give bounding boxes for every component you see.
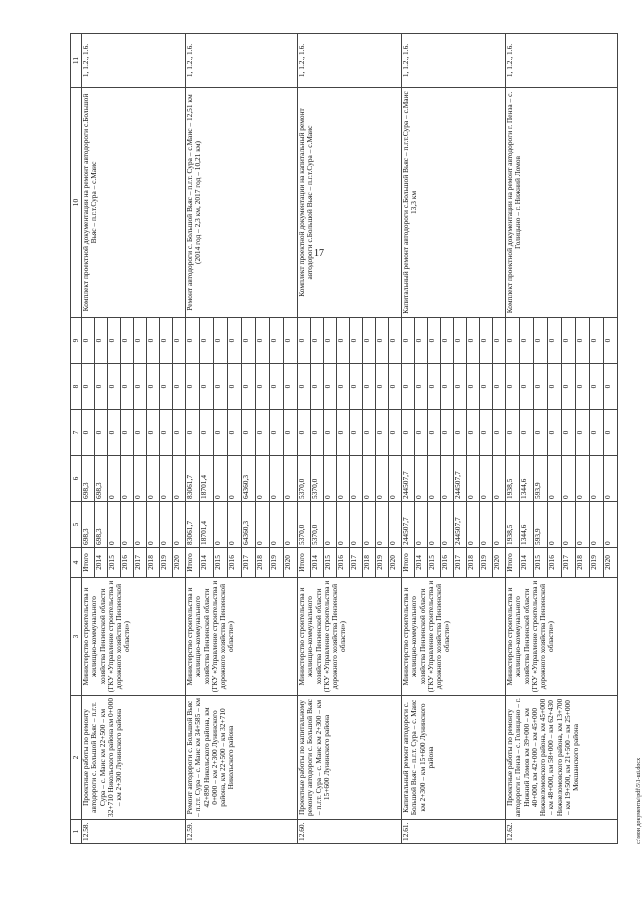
value-cell-9: 0 — [350, 318, 363, 364]
value-cell-total: 0 — [604, 502, 618, 548]
table-row — [186, 34, 200, 844]
value-cell-regional: 698,3 — [95, 456, 108, 502]
value-cell-total: 0 — [562, 502, 576, 548]
value-cell-total: 244507,7 — [402, 502, 415, 548]
value-cell-8: 0 — [242, 364, 256, 410]
header-cell: 9 — [71, 318, 82, 364]
value-cell-7: 0 — [311, 410, 324, 456]
table-row — [82, 34, 95, 844]
value-cell-7: 0 — [214, 410, 228, 456]
value-cell-total: 0 — [108, 502, 121, 548]
value-cell-regional: 5370,0 — [311, 456, 324, 502]
year-cell: Итого — [506, 548, 520, 578]
value-cell-7: 0 — [82, 410, 95, 456]
value-cell-9: 0 — [147, 318, 160, 364]
header-cell: 11 — [71, 34, 82, 88]
program-measures-table — [70, 33, 618, 844]
value-cell-regional: 0 — [160, 456, 173, 502]
column-number-row — [71, 34, 82, 844]
value-cell-7: 0 — [147, 410, 160, 456]
year-cell: 2014 — [415, 548, 428, 578]
value-cell-9: 0 — [467, 318, 480, 364]
value-cell-8: 0 — [590, 364, 604, 410]
year-cell: 2015 — [428, 548, 441, 578]
value-cell-total: 0 — [173, 502, 186, 548]
measure-name: Проектные работы по ремонту автодороги г. Пензa – с. Голицыно – г. Нижний Ломов км 39+000 – км 40+000, км 42+000 – км 45+000 Нижнеломовского района, км 45+000 – км 48+000, км 58+000 – км 62+430 Нижнеломовского района, км 13+700 – км 19+500, км 21+500 – км 25+000 Мокшанского района — [506, 696, 618, 820]
measure-name: Проектные работы по капитальному ремонту автодороги с. Большой Вьяс – п.г.т. Сура – с. Маис км 2+300 – км 15+600 Лунинского района — [298, 696, 402, 820]
value-cell-regional: 0 — [337, 456, 350, 502]
year-cell: 2015 — [108, 548, 121, 578]
value-cell-7: 0 — [520, 410, 534, 456]
value-cell-7: 0 — [480, 410, 493, 456]
value-cell-9: 0 — [173, 318, 186, 364]
value-cell-total: 0 — [147, 502, 160, 548]
value-cell-regional: 0 — [548, 456, 562, 502]
measure-executor: Министерство строительства и жилищно-коммунального хозяйства Пензенской области (ГКУ «Управление строительства и дорожного хозяйства Пензенской области») — [402, 578, 506, 696]
measure-result: Комплект проектной документации на капитальный ремонт автодороги с.Большой Вьяс – п.г.т.Сура – с.Маис — [298, 88, 402, 318]
value-cell-regional: 0 — [214, 456, 228, 502]
value-cell-7: 0 — [428, 410, 441, 456]
value-cell-7: 0 — [534, 410, 548, 456]
value-cell-7: 0 — [134, 410, 147, 456]
measure-result: Капитальный ремонт автодороги с.Большой Вьяс – п.г.т.Сура – с.Маис 13,3 км — [402, 88, 506, 318]
header-cell: 5 — [71, 502, 82, 548]
value-cell-9: 0 — [520, 318, 534, 364]
year-cell: Итого — [298, 548, 311, 578]
value-cell-7: 0 — [363, 410, 376, 456]
value-cell-total: 244507,7 — [454, 502, 467, 548]
value-cell-8: 0 — [454, 364, 467, 410]
year-cell: 2017 — [350, 548, 363, 578]
value-cell-8: 0 — [350, 364, 363, 410]
value-cell-9: 0 — [493, 318, 506, 364]
measure-number: 12.61. — [402, 820, 506, 844]
header-cell: 8 — [71, 364, 82, 410]
value-cell-9: 0 — [256, 318, 270, 364]
value-cell-8: 0 — [441, 364, 454, 410]
value-cell-total: 0 — [480, 502, 493, 548]
value-cell-8: 0 — [228, 364, 242, 410]
value-cell-8: 0 — [298, 364, 311, 410]
year-cell: 2019 — [590, 548, 604, 578]
value-cell-9: 0 — [214, 318, 228, 364]
value-cell-total: 0 — [256, 502, 270, 548]
year-cell: 2015 — [534, 548, 548, 578]
value-cell-7: 0 — [337, 410, 350, 456]
value-cell-total: 0 — [428, 502, 441, 548]
value-cell-8: 0 — [376, 364, 389, 410]
value-cell-9: 0 — [311, 318, 324, 364]
value-cell-9: 0 — [108, 318, 121, 364]
value-cell-regional: 0 — [228, 456, 242, 502]
measure-number: 12.62. — [506, 820, 618, 844]
value-cell-total: 0 — [576, 502, 590, 548]
value-cell-regional: 0 — [350, 456, 363, 502]
measure-result: Комплект проектной документации на ремонт автодороги г. Пенза – с. Голицыно – г. Нижний Ломов — [506, 88, 618, 318]
value-cell-9: 0 — [186, 318, 200, 364]
year-cell: 2014 — [95, 548, 108, 578]
value-cell-regional: 0 — [284, 456, 298, 502]
measure-executor: Министерство строительства и жилищно-коммунального хозяйства Пензенской области (ГКУ «Управление строительства и дорожного хозяйства Пензенской области») — [298, 578, 402, 696]
value-cell-9: 0 — [428, 318, 441, 364]
value-cell-8: 0 — [337, 364, 350, 410]
value-cell-total: 5370,0 — [298, 502, 311, 548]
value-cell-7: 0 — [298, 410, 311, 456]
value-cell-9: 0 — [200, 318, 214, 364]
value-cell-regional: 593,9 — [534, 456, 548, 502]
header-cell: 4 — [71, 548, 82, 578]
year-cell: Итого — [186, 548, 200, 578]
value-cell-8: 0 — [562, 364, 576, 410]
indicator-code: 1, 1.2., 1.6. — [402, 34, 506, 88]
year-cell: 2020 — [173, 548, 186, 578]
value-cell-regional: 0 — [441, 456, 454, 502]
measure-result: Комплект проектной документации на ремонт автодороги с.Большой Вьяс – п.г.т.Сура – с.Маис — [82, 88, 186, 318]
value-cell-regional: 0 — [270, 456, 284, 502]
value-cell-regional: 244507,7 — [402, 456, 415, 502]
value-cell-regional: 0 — [108, 456, 121, 502]
measure-executor: Министерство строительства и жилищно-коммунального хозяйства Пензенской области (ГКУ «Управление строительства и дорожного хозяйства Пензенской области») — [82, 578, 186, 696]
value-cell-8: 0 — [121, 364, 134, 410]
value-cell-8: 0 — [82, 364, 95, 410]
value-cell-regional: 64360,3 — [242, 456, 256, 502]
value-cell-7: 0 — [284, 410, 298, 456]
value-cell-7: 0 — [590, 410, 604, 456]
value-cell-8: 0 — [200, 364, 214, 410]
value-cell-8: 0 — [324, 364, 337, 410]
value-cell-total: 0 — [467, 502, 480, 548]
value-cell-7: 0 — [376, 410, 389, 456]
value-cell-7: 0 — [454, 410, 467, 456]
value-cell-7: 0 — [350, 410, 363, 456]
indicator-code: 1, 1.2., 1.6. — [82, 34, 186, 88]
year-cell: 2019 — [480, 548, 493, 578]
value-cell-9: 0 — [548, 318, 562, 364]
value-cell-7: 0 — [576, 410, 590, 456]
value-cell-total: 0 — [324, 502, 337, 548]
value-cell-regional: 5370,0 — [298, 456, 311, 502]
measure-number: 12.59. — [186, 820, 298, 844]
measure-name: Капитальный ремонт автодороги с. Большой Вьяс – п.г.т. Сура – с. Маис км 2+300 – км 15+600 Лунинского района — [402, 696, 506, 820]
value-cell-7: 0 — [160, 410, 173, 456]
year-cell: 2019 — [160, 548, 173, 578]
value-cell-total: 83061,7 — [186, 502, 200, 548]
value-cell-9: 0 — [134, 318, 147, 364]
value-cell-9: 0 — [562, 318, 576, 364]
header-cell: 6 — [71, 456, 82, 502]
value-cell-7: 0 — [604, 410, 618, 456]
value-cell-7: 0 — [108, 410, 121, 456]
value-cell-9: 0 — [415, 318, 428, 364]
value-cell-total: 1344,6 — [520, 502, 534, 548]
value-cell-8: 0 — [480, 364, 493, 410]
value-cell-8: 0 — [428, 364, 441, 410]
measure-executor: Министерство строительства и жилищно-коммунального хозяйства Пензенской области (ГКУ «Управление строительства и дорожного хозяйства Пензенской области») — [506, 578, 618, 696]
value-cell-regional: 0 — [562, 456, 576, 502]
value-cell-7: 0 — [506, 410, 520, 456]
value-cell-total: 0 — [441, 502, 454, 548]
value-cell-regional: 0 — [493, 456, 506, 502]
value-cell-regional: 0 — [480, 456, 493, 502]
value-cell-total: 0 — [493, 502, 506, 548]
value-cell-9: 0 — [228, 318, 242, 364]
year-cell: Итого — [82, 548, 95, 578]
value-cell-7: 0 — [562, 410, 576, 456]
value-cell-8: 0 — [604, 364, 618, 410]
year-cell: 2019 — [270, 548, 284, 578]
value-cell-9: 0 — [298, 318, 311, 364]
value-cell-8: 0 — [576, 364, 590, 410]
year-cell: Итого — [402, 548, 415, 578]
value-cell-8: 0 — [214, 364, 228, 410]
table-row — [298, 34, 311, 844]
value-cell-7: 0 — [493, 410, 506, 456]
value-cell-9: 0 — [441, 318, 454, 364]
value-cell-8: 0 — [160, 364, 173, 410]
value-cell-7: 0 — [121, 410, 134, 456]
indicator-code: 1, 1.2., 1.6. — [186, 34, 298, 88]
year-cell: 2020 — [604, 548, 618, 578]
value-cell-8: 0 — [534, 364, 548, 410]
value-cell-7: 0 — [173, 410, 186, 456]
year-cell: 2016 — [228, 548, 242, 578]
value-cell-regional: 0 — [324, 456, 337, 502]
year-cell: 2017 — [562, 548, 576, 578]
value-cell-9: 0 — [160, 318, 173, 364]
value-cell-total: 593,9 — [534, 502, 548, 548]
value-cell-regional: 0 — [173, 456, 186, 502]
value-cell-total: 0 — [590, 502, 604, 548]
indicator-code: 1, 1.2., 1.6. — [298, 34, 402, 88]
value-cell-7: 0 — [95, 410, 108, 456]
value-cell-7: 0 — [467, 410, 480, 456]
header-cell: 3 — [71, 578, 82, 696]
value-cell-total: 64360,3 — [242, 502, 256, 548]
value-cell-7: 0 — [242, 410, 256, 456]
value-cell-9: 0 — [121, 318, 134, 364]
value-cell-total: 0 — [337, 502, 350, 548]
value-cell-7: 0 — [256, 410, 270, 456]
value-cell-regional: 0 — [256, 456, 270, 502]
value-cell-8: 0 — [402, 364, 415, 410]
value-cell-7: 0 — [200, 410, 214, 456]
value-cell-total: 0 — [228, 502, 242, 548]
value-cell-7: 0 — [548, 410, 562, 456]
year-cell: 2018 — [363, 548, 376, 578]
value-cell-9: 0 — [324, 318, 337, 364]
value-cell-regional: 698,3 — [82, 456, 95, 502]
indicator-code: 1, 1.2., 1.6. — [506, 34, 618, 88]
header-cell: 10 — [71, 88, 82, 318]
value-cell-7: 0 — [324, 410, 337, 456]
value-cell-7: 0 — [441, 410, 454, 456]
table-row — [402, 34, 415, 844]
value-cell-regional: 0 — [415, 456, 428, 502]
year-cell: 2018 — [256, 548, 270, 578]
value-cell-regional: 18701,4 — [200, 456, 214, 502]
page-number: 17 — [314, 248, 324, 259]
value-cell-total: 698,3 — [82, 502, 95, 548]
year-cell: 2015 — [214, 548, 228, 578]
value-cell-regional: 0 — [147, 456, 160, 502]
value-cell-9: 0 — [590, 318, 604, 364]
measure-name: Проектные работы по ремонту автодороги с. Большой Вьяс – п.г.т. Сура – с. Маис км 22+500 – км 32+710 Никольского района км 0+000 – км 2+300 Лунинского района — [82, 696, 186, 820]
value-cell-8: 0 — [270, 364, 284, 410]
value-cell-total: 0 — [415, 502, 428, 548]
value-cell-total: 0 — [134, 502, 147, 548]
year-cell: 2015 — [324, 548, 337, 578]
value-cell-total: 0 — [160, 502, 173, 548]
year-cell: 2014 — [200, 548, 214, 578]
value-cell-total: 0 — [270, 502, 284, 548]
value-cell-8: 0 — [134, 364, 147, 410]
value-cell-7: 0 — [415, 410, 428, 456]
value-cell-total: 0 — [284, 502, 298, 548]
value-cell-regional: 1344,6 — [520, 456, 534, 502]
value-cell-8: 0 — [520, 364, 534, 410]
year-cell: 2019 — [376, 548, 389, 578]
value-cell-regional: 0 — [363, 456, 376, 502]
value-cell-9: 0 — [363, 318, 376, 364]
value-cell-total: 0 — [548, 502, 562, 548]
value-cell-total: 0 — [376, 502, 389, 548]
measure-executor: Министерство строительства и жилищно-коммунального хозяйства Пензенской области (ГКУ «Управление строительства и дорожного хозяйства Пензенской области») — [186, 578, 298, 696]
value-cell-total: 0 — [350, 502, 363, 548]
value-cell-7: 0 — [186, 410, 200, 456]
value-cell-regional: 0 — [389, 456, 402, 502]
file-path-footer: c:\мои документы\pdf\5\1-ші.docx — [636, 757, 642, 844]
value-cell-regional: 83061,7 — [186, 456, 200, 502]
value-cell-total: 1938,5 — [506, 502, 520, 548]
value-cell-total: 0 — [121, 502, 134, 548]
value-cell-total: 0 — [214, 502, 228, 548]
value-cell-9: 0 — [337, 318, 350, 364]
value-cell-regional: 0 — [121, 456, 134, 502]
value-cell-9: 0 — [454, 318, 467, 364]
measure-result: Ремонт автодороги с. Большой Вьяс – п.г.т. Сура – с.Маис – 12,51 км (2014 год – 2,3 км, 2017 год – 10,21 км) — [186, 88, 298, 318]
value-cell-8: 0 — [506, 364, 520, 410]
measure-name: Ремонт автодороги с. Большой Вьяс – п.г.т. Сура – с. Маис км 34+585 – км 42+890 Никольского района, км 0+000 – км 2+300 Лунинского района, км 22+500 – км 32+710 Никольского района — [186, 696, 298, 820]
value-cell-8: 0 — [95, 364, 108, 410]
year-cell: 2018 — [147, 548, 160, 578]
header-cell: 7 — [71, 410, 82, 456]
year-cell: 2020 — [493, 548, 506, 578]
value-cell-8: 0 — [311, 364, 324, 410]
value-cell-8: 0 — [363, 364, 376, 410]
year-cell: 2016 — [337, 548, 350, 578]
value-cell-8: 0 — [256, 364, 270, 410]
value-cell-total: 0 — [363, 502, 376, 548]
value-cell-total: 0 — [389, 502, 402, 548]
value-cell-regional: 244507,7 — [454, 456, 467, 502]
value-cell-9: 0 — [270, 318, 284, 364]
value-cell-9: 0 — [506, 318, 520, 364]
value-cell-regional: 0 — [428, 456, 441, 502]
measure-number: 12.60. — [298, 820, 402, 844]
value-cell-regional: 1938,5 — [506, 456, 520, 502]
value-cell-9: 0 — [534, 318, 548, 364]
year-cell: 2014 — [520, 548, 534, 578]
header-cell: 2 — [71, 696, 82, 820]
year-cell: 2017 — [454, 548, 467, 578]
year-cell: 2016 — [548, 548, 562, 578]
value-cell-9: 0 — [389, 318, 402, 364]
value-cell-8: 0 — [467, 364, 480, 410]
value-cell-8: 0 — [548, 364, 562, 410]
value-cell-regional: 0 — [376, 456, 389, 502]
value-cell-regional: 0 — [604, 456, 618, 502]
value-cell-7: 0 — [402, 410, 415, 456]
value-cell-8: 0 — [284, 364, 298, 410]
value-cell-9: 0 — [82, 318, 95, 364]
year-cell: 2018 — [576, 548, 590, 578]
year-cell: 2016 — [441, 548, 454, 578]
value-cell-7: 0 — [228, 410, 242, 456]
value-cell-7: 0 — [389, 410, 402, 456]
value-cell-9: 0 — [576, 318, 590, 364]
value-cell-regional: 0 — [134, 456, 147, 502]
year-cell: 2014 — [311, 548, 324, 578]
table-row — [506, 34, 520, 844]
value-cell-total: 18701,4 — [200, 502, 214, 548]
value-cell-regional: 0 — [576, 456, 590, 502]
value-cell-7: 0 — [270, 410, 284, 456]
value-cell-9: 0 — [95, 318, 108, 364]
year-cell: 2016 — [121, 548, 134, 578]
year-cell: 2020 — [389, 548, 402, 578]
value-cell-8: 0 — [186, 364, 200, 410]
value-cell-9: 0 — [284, 318, 298, 364]
year-cell: 2020 — [284, 548, 298, 578]
header-cell: 1 — [71, 820, 82, 844]
value-cell-regional: 0 — [590, 456, 604, 502]
value-cell-regional: 0 — [467, 456, 480, 502]
year-cell: 2018 — [467, 548, 480, 578]
year-cell: 2017 — [134, 548, 147, 578]
value-cell-9: 0 — [604, 318, 618, 364]
measure-number: 12.58. — [82, 820, 186, 844]
value-cell-8: 0 — [389, 364, 402, 410]
value-cell-9: 0 — [402, 318, 415, 364]
value-cell-9: 0 — [242, 318, 256, 364]
table-body — [71, 34, 618, 844]
value-cell-8: 0 — [108, 364, 121, 410]
value-cell-8: 0 — [173, 364, 186, 410]
value-cell-8: 0 — [415, 364, 428, 410]
rotated-table-block — [70, 34, 642, 844]
value-cell-9: 0 — [376, 318, 389, 364]
value-cell-8: 0 — [493, 364, 506, 410]
value-cell-8: 0 — [147, 364, 160, 410]
value-cell-total: 5370,0 — [311, 502, 324, 548]
value-cell-total: 698,3 — [95, 502, 108, 548]
year-cell: 2017 — [242, 548, 256, 578]
value-cell-9: 0 — [480, 318, 493, 364]
